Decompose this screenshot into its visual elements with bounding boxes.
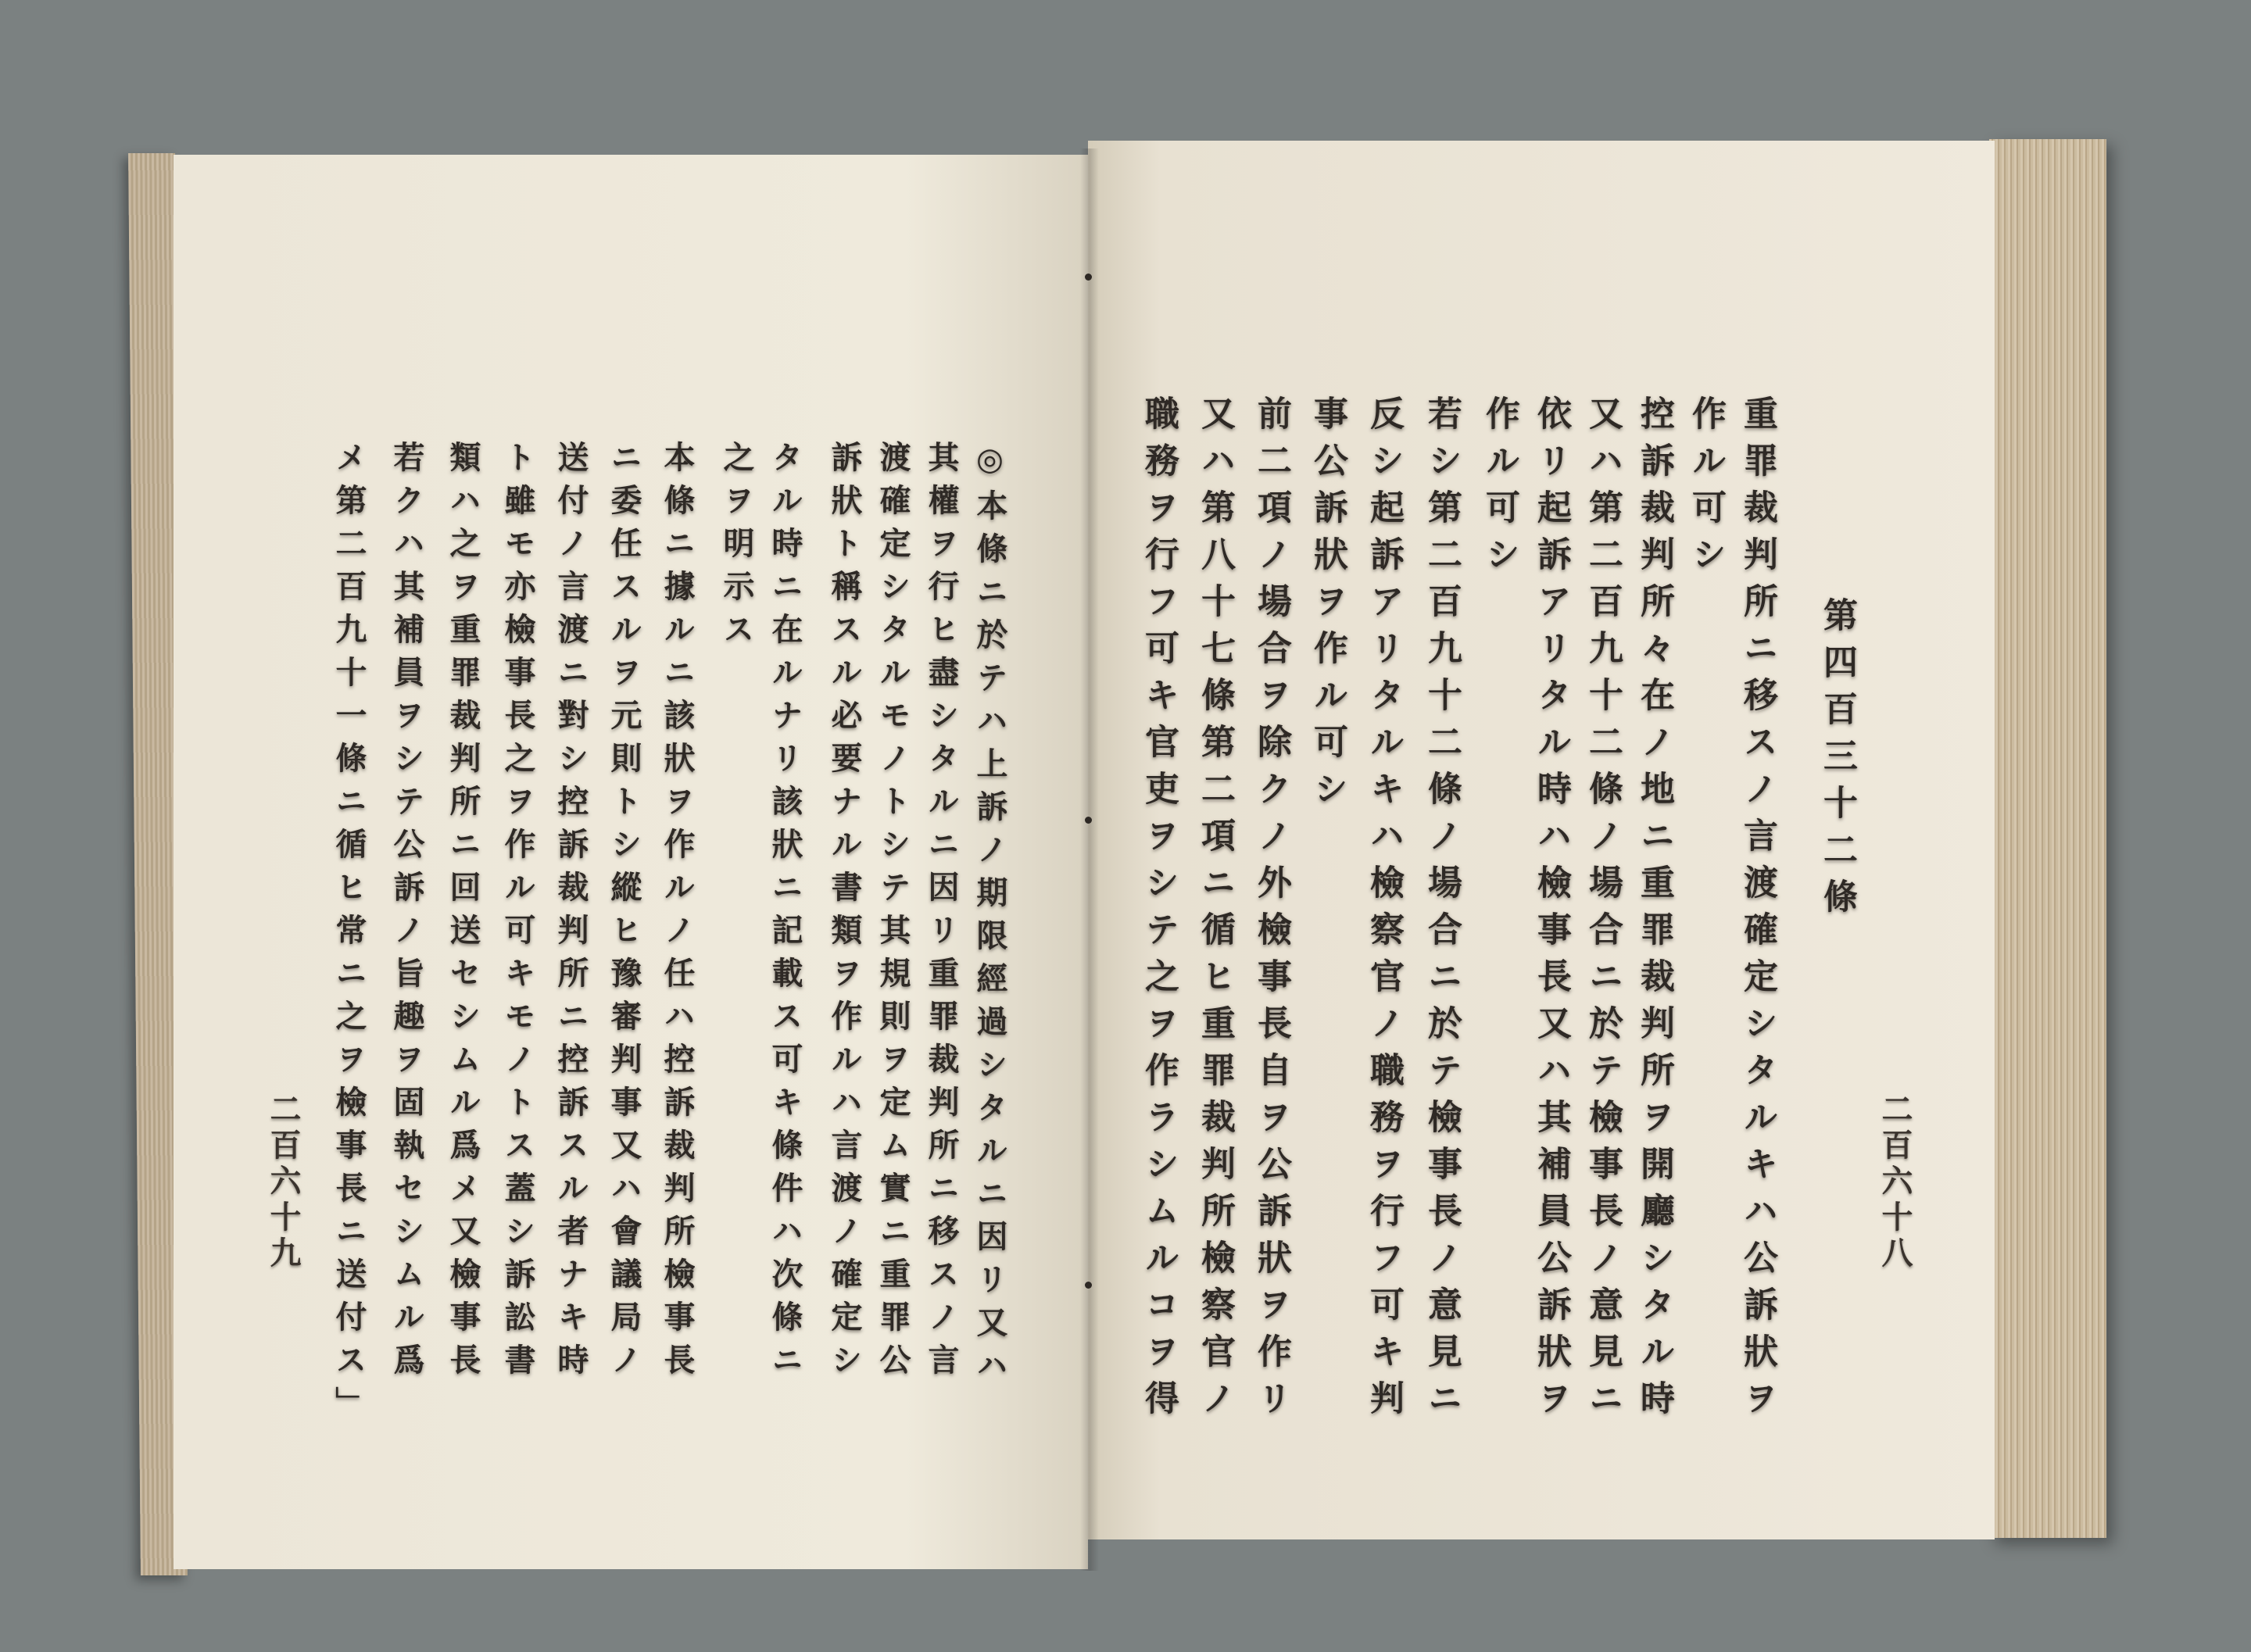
- right-text-column: 控訴裁判所々在ノ地ニ重罪裁判所ヲ開廳シタル時: [1634, 395, 1674, 1427]
- right-text-column: 反シ起訴アリタルキハ檢察官ノ職務ヲ行フ可キ判: [1364, 395, 1404, 1427]
- left-text-column: 其權ヲ行ヒ盡シタルニ因リ重罪裁判所ニ移スノ言: [923, 441, 960, 1386]
- right-text-column: 事公訴狀ヲ作ル可シ: [1308, 395, 1347, 817]
- left-text-column: ◎本條ニ於テハ上訴ノ期限經過シタルニ因リ又ハ: [972, 441, 1008, 1392]
- right-text-column: 又ハ第八十七條第二項ニ循ヒ重罪裁判所檢察官ノ: [1195, 395, 1235, 1427]
- left-text-column: 渡確定シタルモノトシテ其規則ヲ定ム實ニ重罪公: [875, 441, 911, 1386]
- left-text-column: 若クハ其補員ヲシテ公訴ノ旨趣ヲ固執セシムル爲: [388, 441, 425, 1386]
- book-gutter: [1080, 148, 1099, 1571]
- left-text-column: 類ハ之ヲ重罪裁判所ニ回送セシムル爲メ又檢事長: [445, 441, 481, 1386]
- left-text-column: 本條ニ據ルニ該狀ヲ作ルノ任ハ控訴裁判所檢事長: [659, 441, 696, 1386]
- right-text-column: 作ル可シ: [1686, 395, 1726, 583]
- right-page-number: 二百六十八: [1877, 1092, 1913, 1272]
- left-text-column: ニ委任スルヲ元則トシ縱ヒ豫審判事又ハ會議局ノ: [606, 441, 642, 1386]
- right-text-column: 若シ第二百九十二條ノ場合ニ於テ檢事長ノ意見ニ: [1422, 395, 1462, 1427]
- left-text-column: ト雖モ亦檢事長之ヲ作ル可キモノトス蓋シ訴訟書: [499, 441, 536, 1386]
- binding-stitch: [1085, 1282, 1092, 1289]
- right-text-column: 又ハ第二百九十二條ノ場合ニ於テ檢事長ノ意見ニ: [1583, 395, 1623, 1427]
- right-text-column: 依リ起訴アリタル時ハ檢事長又ハ其補員公訴狀ヲ: [1531, 395, 1571, 1427]
- left-text-column: タル時ニ在ルナリ該狀ニ記載ス可キ條件ハ次條ニ: [767, 441, 803, 1386]
- right-text-column: 作ル可シ: [1480, 395, 1519, 583]
- left-text-column: 送付ノ言渡ニ對シ控訴裁判所ニ控訴スル者ナキ時: [553, 441, 589, 1386]
- left-text-column: 訴狀ト稱スル必要ナル書類ヲ作ルハ言渡ノ確定シ: [826, 441, 863, 1386]
- right-page-edges: [1989, 139, 2106, 1538]
- right-text-column: 前二項ノ場合ヲ除クノ外檢事長自ヲ公訴狀ヲ作リ: [1251, 395, 1291, 1427]
- right-text-column: 職務ヲ行フ可キ官吏ヲシテ之ヲ作ラシムルコヲ得: [1139, 395, 1179, 1427]
- right-text-column: 重罪裁判所ニ移スノ言渡確定シタルキハ公訴狀ヲ: [1737, 395, 1777, 1427]
- binding-stitch: [1085, 817, 1092, 824]
- binding-stitch: [1085, 274, 1092, 281]
- article-heading: 第四百三十二條: [1817, 597, 1857, 925]
- left-page-number: 二百六十九: [265, 1092, 302, 1272]
- left-text-column: 之ヲ明示ス: [718, 441, 755, 656]
- left-text-column: メ第二百九十一條ニ循ヒ常ニ之ヲ檢事長ニ送付ス」: [331, 441, 367, 1429]
